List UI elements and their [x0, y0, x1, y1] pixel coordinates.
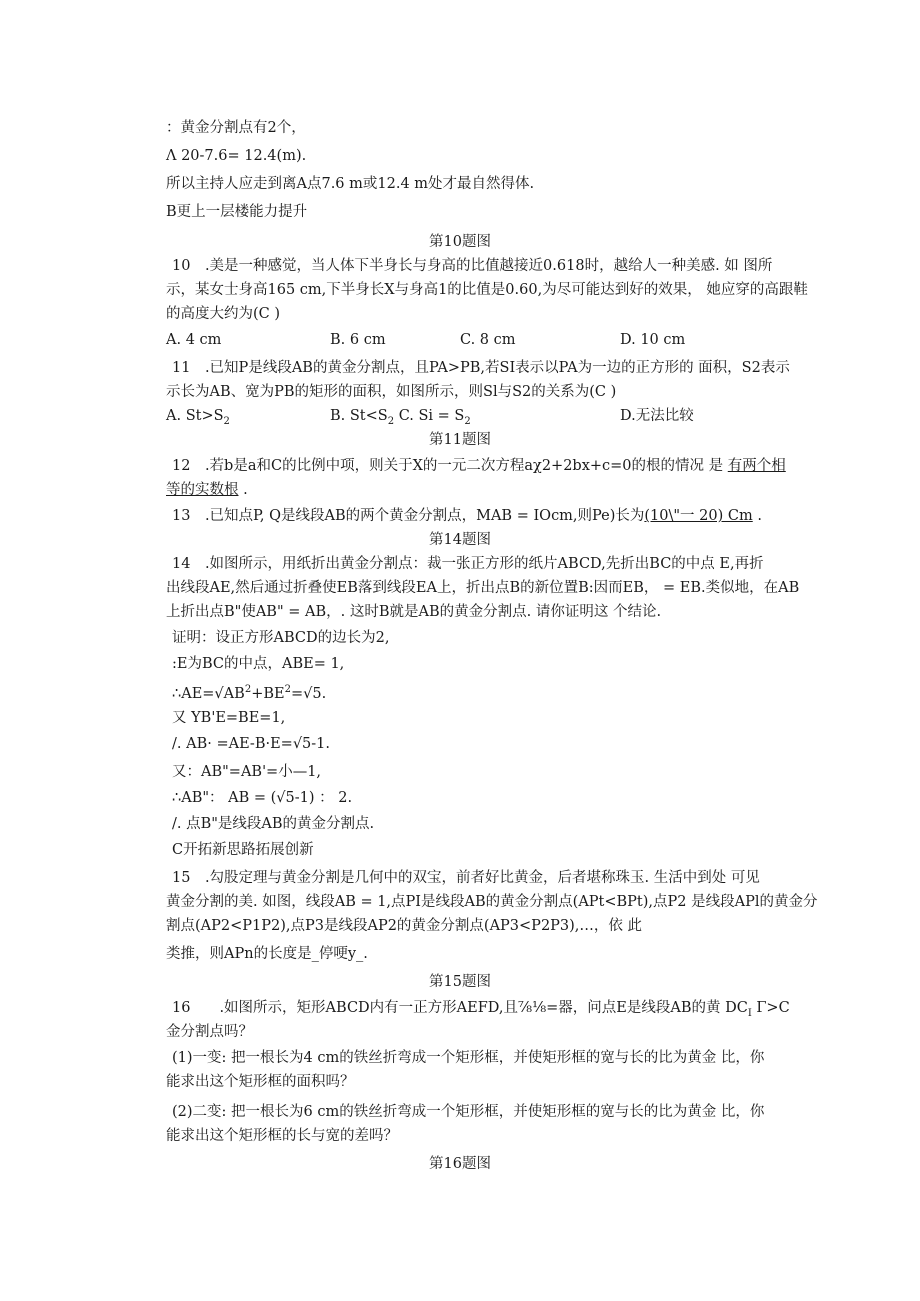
option-b-c: B. $St<S_2$ C. $Si = S_2$ [330, 408, 471, 427]
question-16-text: 金分割点吗？ [166, 1024, 253, 1040]
text-line: Λ 20-7.6= 12.4(m). [166, 148, 307, 164]
question-14-text: 14 .如图所示，用纸折出黄金分割点：裁一张正方形的纸片ABCD,先折出BC的中点 E,再折 [172, 556, 764, 572]
question-12-text: 等的实数根 . [166, 482, 248, 498]
section-heading: C开拓新思路拓展创新 [172, 842, 314, 858]
question-16-text: 能求出这个矩形框的面积吗？ [166, 1074, 355, 1090]
question-15-text: 割点(AP2<P1P2),点P3是线段AP2的黄金分割点(AP3<P2P3),…，依 此 [166, 918, 643, 934]
question-14-text: 上折出点B"使AB" = AB，. 这时B就是AB的黄金分割点. 请你证明这 个结论. [166, 604, 662, 620]
proof-line: :E为BC的中点，ABE= 1, [172, 656, 345, 672]
proof-line: ∴AB"： AB = (√5-1) ： 2. [172, 790, 353, 806]
proof-line: 又 YB'E=BE=1, [172, 710, 286, 726]
figure-caption: 第11题图 [429, 432, 491, 448]
answer-blank: 等的实数根 [166, 482, 239, 498]
figure-caption: 第16题图 [429, 1156, 491, 1172]
proof-line: /. AB· =AE-B·E=√5-1. [172, 736, 331, 752]
question-12-text: 12 .若b是a和C的比例中项，则关于X的一元二次方程aχ2+2bx+c=0的根的情况 是 有两个相 [172, 458, 786, 474]
question-16-text: 16 .如图所示，矩形ABCD内有一正方形AEFD,且⅞⅛=器，问点E是线段AB的黄 $DC_I$ Γ>C [172, 1000, 790, 1019]
option-d: D. 10 cm [620, 332, 686, 348]
figure-caption: 第10题图 [429, 234, 491, 250]
proof-line: $\therefore AE=√AB^2+BE^2=√5$. [172, 684, 327, 702]
question-15-text: 类推，则APn的长度是_停哽y_. [166, 946, 368, 962]
question-16-text: (1)一变: 把一根长为4 cm的铁丝折弯成一个矩形框，并使矩形框的宽与长的比为黄金 比，你 [172, 1050, 765, 1066]
proof-line: 证明：设正方形ABCD的边长为2, [172, 630, 390, 646]
option-c: C. 8 cm [460, 332, 516, 348]
figure-caption: 第14题图 [429, 532, 491, 548]
question-11-text: 11 .已知P是线段AB的黄金分割点，且PA>PB,若SI表示以PA为一边的正方形的 面积，S2表示 [172, 360, 790, 376]
proof-line: 又：AB"=AB'=小—1, [172, 764, 322, 780]
question-16-text: 能求出这个矩形框的长与宽的差吗？ [166, 1128, 398, 1144]
question-10-text: 示，某女士身高165 cm,下半身长X与身高1的比值是0.60,为尽可能达到好的效果， 她应穿的高跟鞋 [166, 282, 808, 298]
answer-blank: (10\"一 20) Cm [644, 508, 753, 524]
option-b: B. 6 cm [330, 332, 386, 348]
answer-blank: 有两个相 [727, 458, 786, 474]
question-13-text: 13 .已知点P, Q是线段AB的两个黄金分割点，MAB = IOcm,则Pe)长为(10\"一 20) Cm . [172, 508, 762, 524]
question-11-text: 示长为AB、宽为PB的矩形的面积，如图所示，则Sl与S2的关系为(C ) [166, 384, 617, 400]
text-line: 所以主持人应走到离A点7.6 m或12.4 m处才最自然得体. [166, 176, 535, 192]
question-16-text: (2)二变: 把一根长为6 cm的铁丝折弯成一个矩形框，并使矩形框的宽与长的比为黄金 比，你 [172, 1104, 765, 1120]
option-a: A. 4 cm [166, 332, 222, 348]
question-14-text: 出线段AE,然后通过折叠使EB落到线段EA上，折出点B的新位置B:因而EB， = EB.类似地，在AB [166, 580, 800, 596]
section-heading: B更上一层楼能力提升 [166, 204, 308, 220]
option-d: D.无法比较 [620, 408, 694, 424]
question-15-text: 黄金分割的美. 如图，线段AB = 1,点PI是线段AB的黄金分割点(APt<BPt),点P2 是线段APl的黄金分 [166, 894, 818, 910]
proof-line: /. 点B"是线段AB的黄金分割点. [172, 816, 375, 832]
question-10-text: 的高度大约为(C ) [166, 306, 281, 322]
option-a: A. $St>S_2$ [166, 408, 230, 427]
question-15-text: 15 .勾股定理与黄金分割是几何中的双宝，前者好比黄金，后者堪称珠玉. 生活中到处 可见 [172, 870, 760, 886]
figure-caption: 第15题图 [429, 974, 491, 990]
text-line: ：黄金分割点有2个， [166, 120, 306, 136]
question-10-text: 10 .美是一种感觉，当人体下半身长与身高的比值越接近0.618时，越给人一种美感. 如 图所 [172, 258, 773, 274]
